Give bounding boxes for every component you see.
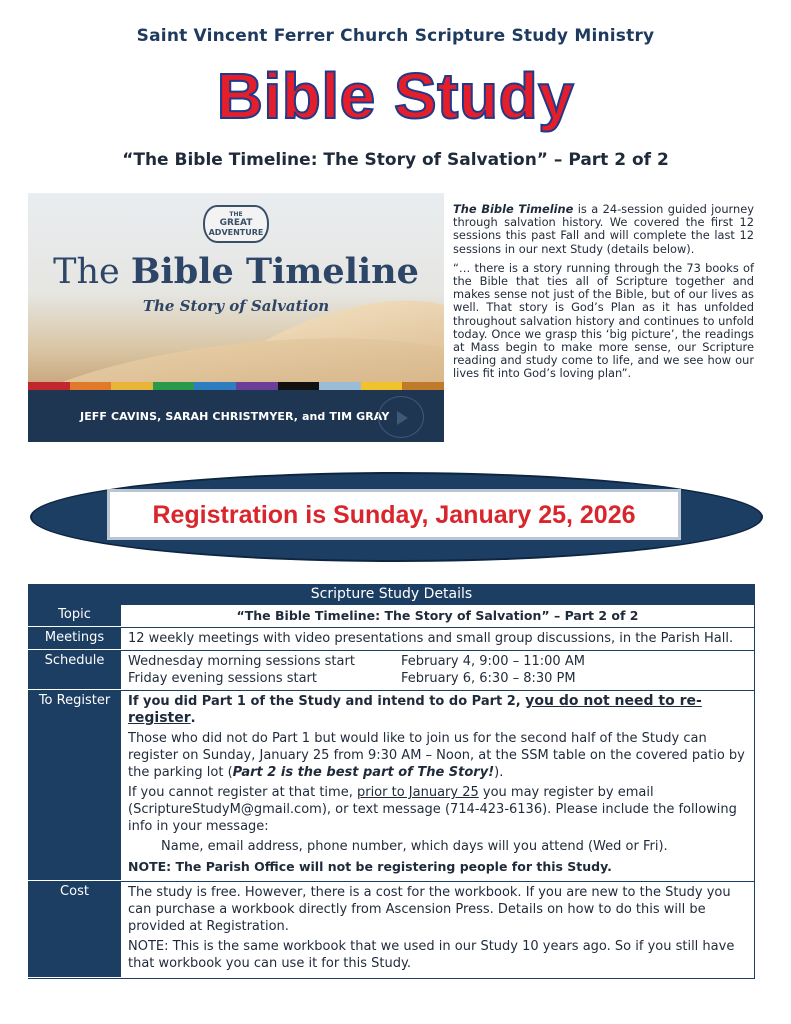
register-p2-end: ). [494,765,504,780]
description-paragraph-2: “… there is a story running through the 73 books of the Bible that ties all of Scripture together and makes sense not just of the Bible, but of our lives as well. That story is God’s Plan as it has unfolded throughout salvation history and continues to unfold today. Once we grasp this ‘big picture’, the readings at Mass begin to make more sense, our Scripture reading and study come to life, and we see how our lives fit into God’s loving plan”. [453,260,754,381]
study-description [453,203,754,387]
register-paragraph-3 [128,784,747,835]
meetings-label: Meetings [28,628,121,650]
stripe [278,382,320,390]
stripe [194,382,236,390]
cover-title-light: The [53,252,120,292]
schedule-label: Schedule [28,651,121,690]
ministry-heading: Saint Vincent Ferrer Church Scripture Study Ministry [136,26,655,46]
badge-line-2: GREAT [219,218,253,228]
meetings-value: 12 weekly meetings with video presentations and small group discussions, in the Parish Hall. [121,628,755,650]
stripe [319,382,361,390]
schedule-fri-label: Friday evening sessions start [128,671,318,686]
schedule-wed-time: February 4, 9:00 – 11:00 AM [401,654,585,669]
badge-line-1: THE [229,211,243,218]
register-label: To Register [28,691,121,881]
table-row-register [28,691,755,882]
register-p1-end: . [190,711,196,726]
table-row-meetings [28,628,755,651]
stripe [28,382,70,390]
study-subtitle: “The Bible Timeline: The Story of Salvation” – Part 2 of 2 [122,150,669,170]
schedule-fri [128,670,747,687]
play-icon [388,405,414,431]
cover-subtitle: The Story of Salvation [142,297,330,315]
topic-value: “The Bible Timeline: The Story of Salvation” – Part 2 of 2 [121,605,755,627]
description-book-name: The Bible Timeline [453,202,574,216]
cover-title [28,251,444,292]
details-heading: Scripture Study Details [28,584,755,605]
cover-authors: JEFF CAVINS, SARAH CHRISTMYER, and TIM GRAY [80,410,390,423]
cover-title-bold: Bible Timeline [130,251,419,292]
register-paragraph-1 [128,693,747,727]
register-paragraph-2 [128,730,747,781]
register-no-reregister: you do not need to re-register [128,693,702,726]
cost-paragraph-2: NOTE: This is the same workbook that we used in our Study 10 years ago. So if you still have that workbook you can use it for this Study. [128,939,735,971]
stripe [153,382,195,390]
register-paragraph-5: NOTE: The Parish Office will not be registering people for this Study. [128,859,612,874]
scripture-study-details-table [28,584,755,979]
register-p2-text: Those who did not do Part 1 but would like to join us for the second half of the Study can register on Sunday, January 25 from 9:30 AM – Noon, at the SSM table on the covered patio by the parking lot ( [128,731,745,780]
schedule-value [121,651,755,690]
stripe [402,382,444,390]
stripe [111,382,153,390]
table-row-cost [28,882,755,979]
register-p3-deadline: prior to January 25 [356,785,479,800]
table-row-schedule [28,651,755,691]
book-cover-image [28,193,444,442]
cost-label: Cost [28,882,121,978]
description-paragraph-1 [453,203,754,256]
schedule-wed [128,653,747,670]
register-p3-b: you may register by email (ScriptureStudyM@gmail.com), or text message (714-423-6136). Please include the following info in your message: [128,785,737,834]
table-row-topic [28,605,755,628]
page-title: Bible Study [216,60,575,132]
stripe [70,382,112,390]
stripe [361,382,403,390]
schedule-wed-label: Wednesday morning sessions start [128,654,355,669]
register-p3-a: If you cannot register at that time, [128,785,357,800]
register-paragraph-4: Name, email address, phone number, which days will you attend (Wed or Fri). [161,839,668,854]
great-adventure-badge [203,205,269,243]
cost-value [121,882,755,978]
topic-label: Topic [28,605,121,627]
register-p1-bold: If you did Part 1 of the Study and intend to do Part 2, [128,694,526,709]
registration-date-text: Registration is Sunday, January 25, 2026 [152,501,636,529]
register-p2-bold: Part 2 is the best part of The Story! [232,765,495,780]
cover-color-stripes [28,382,444,390]
stripe [236,382,278,390]
schedule-fri-time: February 6, 6:30 – 8:30 PM [401,671,576,686]
description-p1-text: is a 24-session guided journey through salvation history. We covered the first 12 sessions this past Fall and will complete the last 12 sessions in our next Study (details below). [453,202,754,256]
cost-paragraph-1: The study is free. However, there is a cost for the workbook. If you are new to the Study you can purchase a workbook directly from Ascension Press. Details on how to do this will be provided at Registration. [128,885,731,934]
badge-line-3: ADVENTURE [208,228,264,237]
registration-box [107,489,681,540]
register-value [121,691,755,881]
